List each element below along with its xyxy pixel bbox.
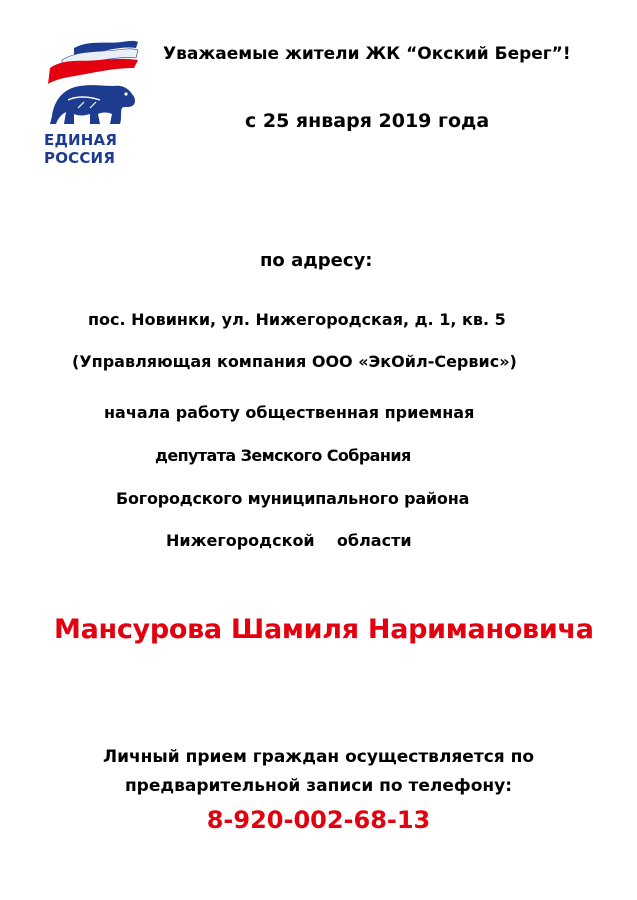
management-company: (Управляющая компания ООО «ЭкОйл-Сервис») [72,352,517,371]
greeting-heading: Уважаемые жители ЖК “Окский Берег”! [163,44,571,64]
phone-number: 8-920-002-68-13 [206,806,431,834]
announcement-line-4: Нижегородской области [166,531,412,550]
logo-text-line2: РОССИЯ [44,149,116,167]
deputy-name: Мансурова Шамиля Наримановича [54,614,594,645]
bear-emblem-icon [44,38,140,130]
address-label: по адресу: [260,250,373,271]
announcement-line-2: депутата Земского Собрания [155,446,411,465]
announcement-line-1: начала работу общественная приемная [104,403,475,422]
reception-info-line-2: предварительной записи по телефону: [124,776,513,796]
logo-text-line1: ЕДИНАЯ [44,131,118,149]
start-date: с 25 января 2019 года [245,110,490,132]
announcement-line-3: Богородского муниципального района [116,489,470,508]
street-address: пос. Новинки, ул. Нижегородская, д. 1, кв. 5 [88,310,506,329]
reception-info-line-1: Личный прием граждан осуществляется по [102,747,535,767]
party-logo [44,38,140,168]
